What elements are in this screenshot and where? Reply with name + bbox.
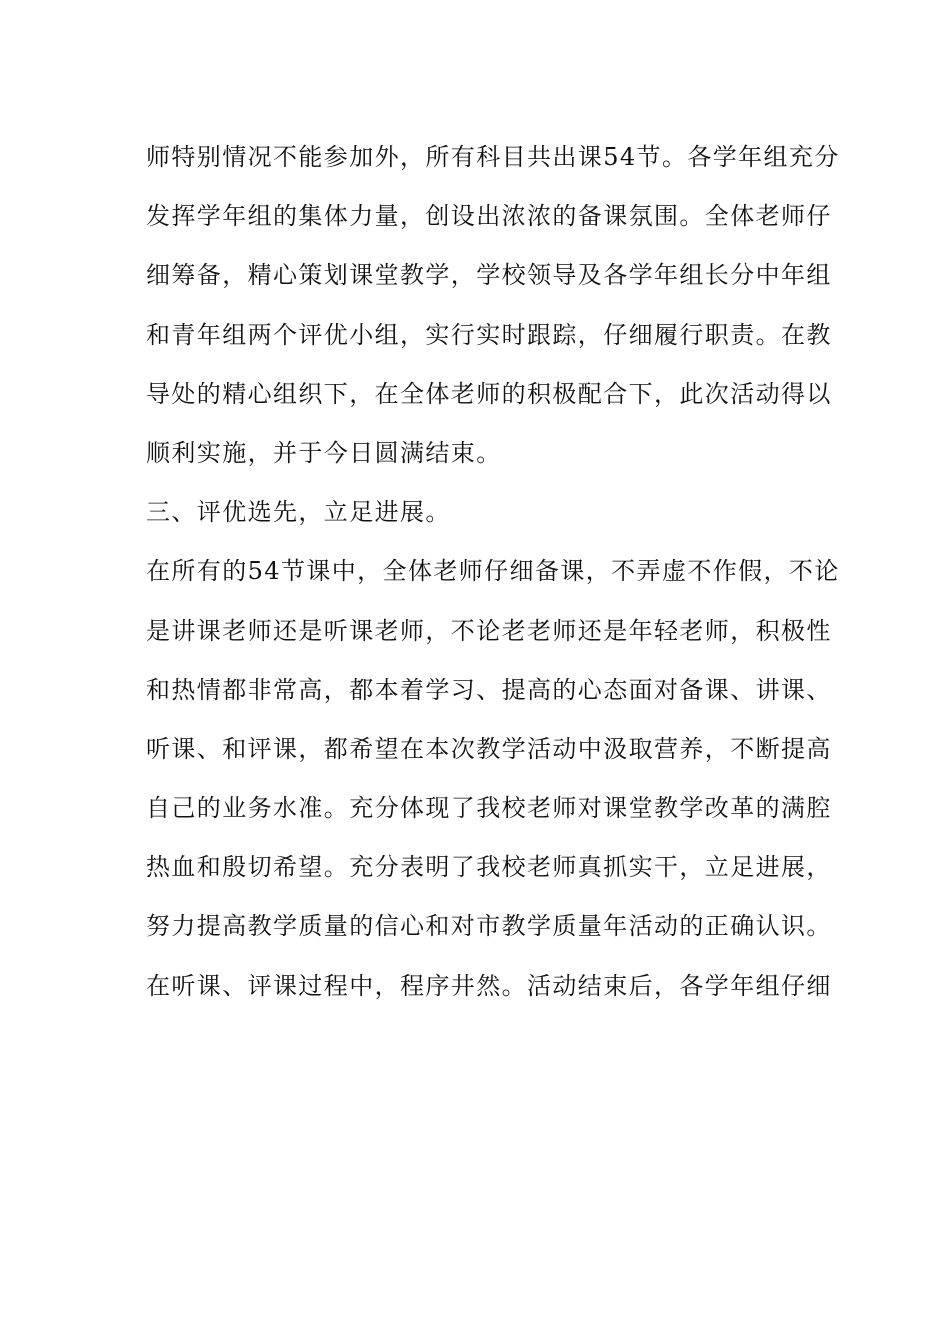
document-body [146, 128, 840, 1016]
text-line: 自己的业务水准。充分体现了我校老师对课堂教学改革的满腔 [146, 794, 832, 823]
text-line: 努力提高教学质量的信心和对市教学质量年活动的正确认识。 [146, 912, 832, 941]
text-line: 和热情都非常高，都本着学习、提高的心态面对备课、讲课、 [146, 675, 832, 704]
text-line: 和青年组两个评优小组，实行实时跟踪，仔细履行职责。在教 [146, 320, 832, 349]
text-line: 师特别情况不能参加外，所有科目共出课54节。各学年组充分 [146, 143, 840, 171]
text-line: 细筹备，精心策划课堂教学，学校领导及各学年组长分中年组 [146, 261, 832, 290]
text-line: 听课、和评课，都希望在本次教学活动中汲取营养，不断提高 [146, 734, 832, 763]
text-line: 导处的精心组织下，在全体老师的积极配合下，此次活动得以 [146, 379, 832, 408]
text-line: 是讲课老师还是听课老师，不论老老师还是年轻老师，积极性 [146, 616, 832, 645]
text-line: 顺利实施，并于今日圆满结束。 [146, 438, 502, 467]
section-heading: 三、评优选先，立足进展。 [146, 498, 451, 527]
text-line: 在所有的54节课中，全体老师仔细备课，不弄虚不作假，不论 [146, 557, 840, 586]
text-line: 热血和殷切希望。充分表明了我校老师真抓实干，立足进展， [146, 853, 832, 882]
text-line: 发挥学年组的集体力量，创设出浓浓的备课氛围。全体老师仔 [146, 202, 832, 231]
text-line: 在听课、评课过程中，程序井然。活动结束后，各学年组仔细 [146, 971, 832, 1000]
